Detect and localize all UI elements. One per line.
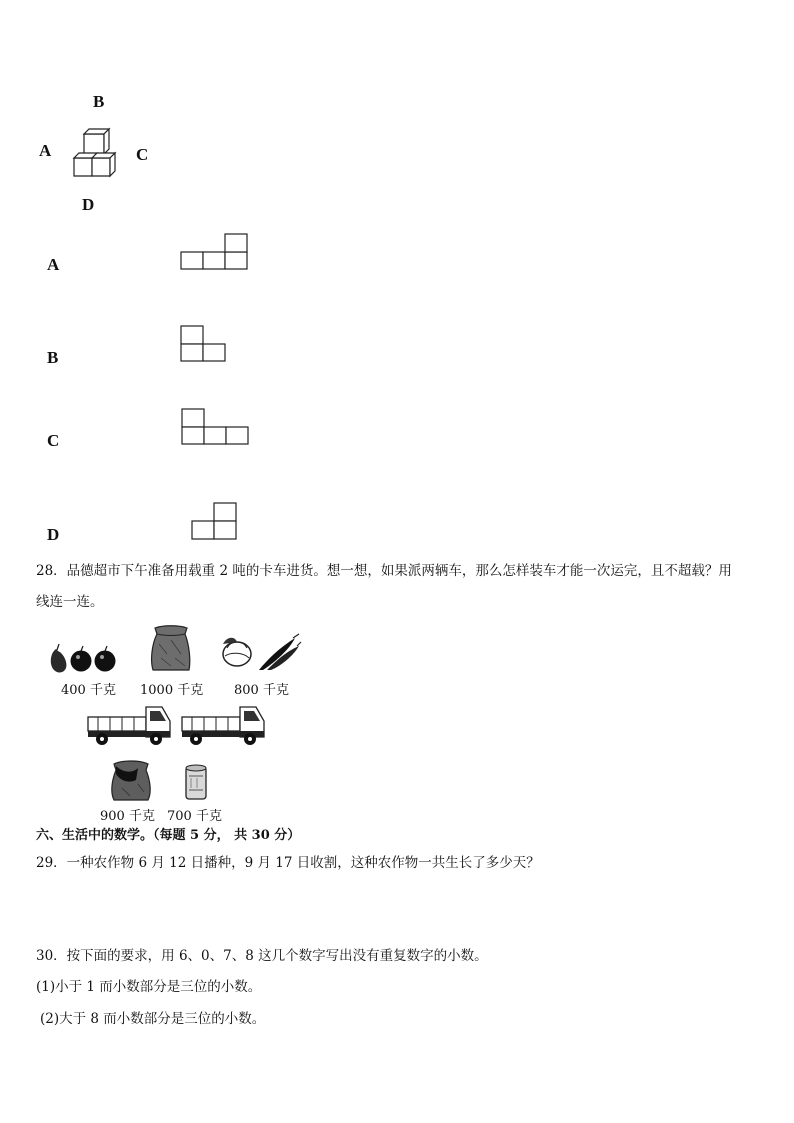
q28-text-line2: 线连一连。 <box>36 594 104 610</box>
option-d-label: D <box>47 525 60 544</box>
goods-weight-1000: 1000 千克 <box>140 683 204 698</box>
goods-weight-900: 900 千克 <box>100 809 155 824</box>
q30-sub1: (1)小于 1 而小数部分是三位的小数。 <box>36 979 262 995</box>
section-6-title: 六、生活中的数学。（每题 5 分， 共 30 分） <box>36 828 301 843</box>
option-d-figure <box>191 502 239 542</box>
q30-sub2: (2)大于 8 而小数部分是三位的小数。 <box>40 1011 266 1027</box>
option-b-label: B <box>47 348 59 367</box>
truck-icon <box>86 703 174 747</box>
q30-text: 30．按下面的要求，用 6、0、7、8 这几个数字写出没有重复数字的小数。 <box>36 948 488 964</box>
fruit-icon <box>46 643 118 675</box>
q29-text: 29．一种农作物 6 月 12 日播种，9 月 17 日收割，这种农作物一共生长了多少天？ <box>36 855 540 871</box>
view-label-left: A <box>39 141 52 160</box>
option-a-label: A <box>47 255 60 274</box>
goods-weight-700: 700 千克 <box>167 809 222 824</box>
sack-icon <box>147 624 195 674</box>
option-c-label: C <box>47 431 60 450</box>
view-label-top: B <box>93 92 105 111</box>
view-label-right: C <box>136 145 149 164</box>
can-icon <box>183 764 209 802</box>
bag-icon <box>108 758 154 802</box>
goods-weight-400: 400 千克 <box>61 683 116 698</box>
view-label-bottom: D <box>82 195 95 214</box>
vegetable-icon <box>219 632 301 672</box>
q28-text-line1: 28．品德超市下午准备用载重 2 吨的卡车进货。想一想，如果派两辆车，那么怎样装车才能一次运完，且不超载？用 <box>36 563 732 579</box>
option-c-figure <box>181 408 251 446</box>
cube-stack-figure <box>70 126 122 180</box>
goods-weight-800: 800 千克 <box>234 683 289 698</box>
truck-icon <box>180 703 268 747</box>
option-b-figure <box>180 325 228 363</box>
option-a-figure <box>180 233 250 271</box>
